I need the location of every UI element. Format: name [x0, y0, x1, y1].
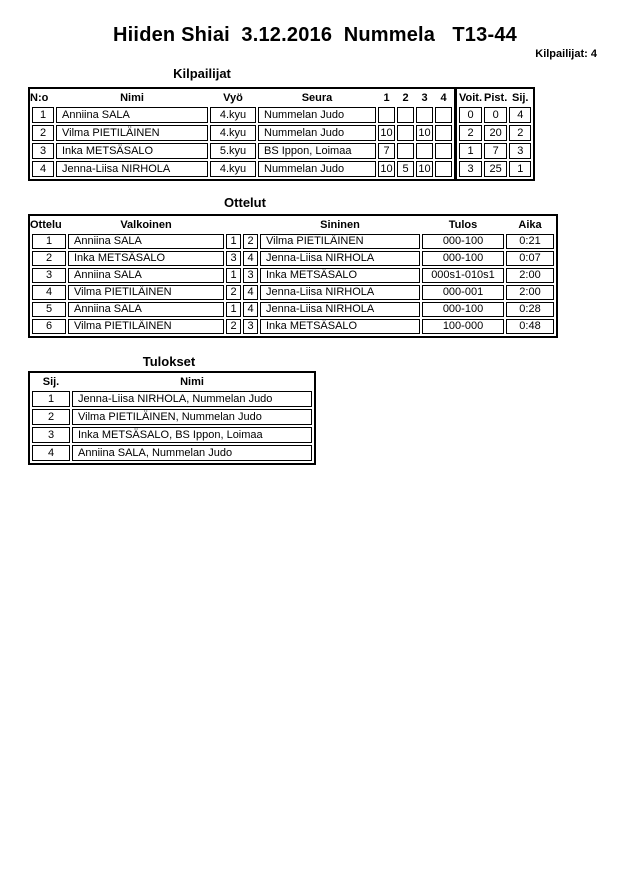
cell-white-no: 1: [226, 302, 241, 317]
match-row: [32, 285, 554, 300]
cell-score-3: 10: [416, 125, 433, 141]
cell-no: 4: [32, 161, 54, 177]
col-header-name: Nimi: [120, 92, 144, 104]
cell-white-no: 2: [226, 319, 241, 334]
cell-score-1: 10: [378, 161, 395, 177]
cell-name: Vilma PIETILÄINEN, Nummelan Judo: [72, 409, 312, 425]
col-header-club: Seura: [301, 92, 333, 104]
cell-white-name: Inka METSÄSALO: [68, 251, 224, 266]
cell-white-name: Anniina SALA: [68, 234, 224, 249]
cell-match-no: 6: [32, 319, 66, 334]
col-header-name: Nimi: [180, 376, 204, 388]
cell-club: BS Ippon, Loimaa: [258, 143, 376, 159]
results-section-heading: Tulokset: [142, 354, 196, 369]
cell-name: Anniina SALA: [56, 107, 208, 123]
col-header-blue-no: [243, 218, 258, 232]
match-row: [32, 234, 554, 249]
cell-score-2: [397, 125, 414, 141]
cell-name: Inka METSÄSALO: [56, 143, 208, 159]
cell-no: 3: [32, 143, 54, 159]
cell-blue-no: 2: [243, 234, 258, 249]
cell-no: 2: [32, 125, 54, 141]
results-table: [28, 371, 316, 465]
competitors-section-heading: Kilpailijat: [173, 66, 231, 81]
page-title: Hiiden Shiai 3.12.2016 Nummela T13-44: [113, 24, 517, 46]
cell-score-1: 7: [378, 143, 395, 159]
col-header-round3: 3: [421, 92, 428, 104]
cell-place: 4: [32, 445, 70, 461]
cell-points: 7: [484, 143, 507, 159]
col-header-round2: 2: [402, 92, 409, 104]
cell-name: Anniina SALA, Nummelan Judo: [72, 445, 312, 461]
cell-score-4: [435, 161, 452, 177]
cell-match-no: 4: [32, 285, 66, 300]
cell-score-2: 5: [397, 161, 414, 177]
standings-row: [459, 125, 531, 141]
cell-time: 0:07: [506, 251, 554, 266]
cell-result: 000-100: [422, 251, 504, 266]
cell-time: 0:21: [506, 234, 554, 249]
cell-place: 1: [32, 391, 70, 407]
cell-blue-name: Inka METSÄSALO: [260, 268, 420, 283]
cell-result: 000s1-010s1: [422, 268, 504, 283]
cell-blue-name: Vilma PIETILÄINEN: [260, 234, 420, 249]
cell-place: 4: [509, 107, 531, 123]
cell-score-4: [435, 125, 452, 141]
cell-white-no: 3: [226, 251, 241, 266]
cell-score-2: [397, 107, 414, 123]
cell-club: Nummelan Judo: [258, 125, 376, 141]
cell-blue-no: 3: [243, 268, 258, 283]
col-header-white-no: [226, 218, 241, 232]
cell-points: 25: [484, 161, 507, 177]
cell-blue-no: 4: [243, 302, 258, 317]
cell-score-3: [416, 143, 433, 159]
cell-belt: 4.kyu: [210, 125, 256, 141]
col-header-round1: 1: [383, 92, 390, 104]
cell-blue-name: Jenna-Liisa NIRHOLA: [260, 251, 420, 266]
result-row: [32, 391, 312, 407]
cell-points: 0: [484, 107, 507, 123]
matches-table: [28, 214, 558, 338]
cell-belt: 5.kyu: [210, 143, 256, 159]
cell-no: 1: [32, 107, 54, 123]
cell-score-1: [378, 107, 395, 123]
col-header-belt: Vyö: [223, 92, 243, 104]
matches-section-heading: Ottelut: [224, 195, 266, 210]
col-header-no: N:o: [30, 92, 49, 104]
result-row: [32, 409, 312, 425]
competitor-row: [32, 125, 452, 141]
match-row: [32, 268, 554, 283]
cell-blue-name: Jenna-Liisa NIRHOLA: [260, 302, 420, 317]
match-row: [32, 251, 554, 266]
results-header-row: [32, 375, 312, 389]
cell-white-name: Vilma PIETILÄINEN: [68, 319, 224, 334]
cell-belt: 4.kyu: [210, 161, 256, 177]
col-header-round4: 4: [440, 92, 447, 104]
match-row: [32, 302, 554, 317]
matches-table-group: [28, 214, 558, 338]
col-header-place: Sij.: [42, 376, 60, 388]
cell-wins: 2: [459, 125, 482, 141]
result-row: [32, 445, 312, 461]
competitor-row: [32, 143, 452, 159]
cell-wins: 1: [459, 143, 482, 159]
cell-score-3: 10: [416, 161, 433, 177]
cell-match-no: 2: [32, 251, 66, 266]
cell-name: Jenna-Liisa NIRHOLA, Nummelan Judo: [72, 391, 312, 407]
col-header-time: Aika: [518, 219, 542, 231]
cell-result: 100-000: [422, 319, 504, 334]
cell-time: 0:48: [506, 319, 554, 334]
cell-name: Vilma PIETILÄINEN: [56, 125, 208, 141]
cell-blue-no: 4: [243, 251, 258, 266]
cell-white-no: 1: [226, 234, 241, 249]
cell-place: 2: [509, 125, 531, 141]
competitors-table: [28, 87, 456, 181]
cell-match-no: 1: [32, 234, 66, 249]
competitors-table-group: [28, 87, 535, 181]
cell-time: 0:28: [506, 302, 554, 317]
competitors-header-row: [32, 91, 452, 105]
cell-wins: 3: [459, 161, 482, 177]
competitors-standings-table: [455, 87, 535, 181]
cell-score-1: 10: [378, 125, 395, 141]
col-header-white: Valkoinen: [120, 219, 172, 231]
cell-score-2: [397, 143, 414, 159]
cell-score-4: [435, 143, 452, 159]
cell-white-name: Vilma PIETILÄINEN: [68, 285, 224, 300]
cell-score-4: [435, 107, 452, 123]
cell-blue-name: Inka METSÄSALO: [260, 319, 420, 334]
standings-row: [459, 107, 531, 123]
cell-match-no: 3: [32, 268, 66, 283]
cell-result: 000-100: [422, 302, 504, 317]
col-header-place: Sij.: [511, 92, 529, 104]
cell-result: 000-001: [422, 285, 504, 300]
cell-wins: 0: [459, 107, 482, 123]
cell-blue-name: Jenna-Liisa NIRHOLA: [260, 285, 420, 300]
standings-row: [459, 161, 531, 177]
cell-white-name: Anniina SALA: [68, 302, 224, 317]
standings-row: [459, 143, 531, 159]
col-header-wins: Voit.: [459, 92, 483, 104]
standings-header-row: [459, 91, 531, 105]
cell-match-no: 5: [32, 302, 66, 317]
cell-name: Inka METSÄSALO, BS Ippon, Loimaa: [72, 427, 312, 443]
competitor-count-label: Kilpailijat: 4: [535, 48, 597, 60]
cell-white-no: 1: [226, 268, 241, 283]
cell-place: 1: [509, 161, 531, 177]
results-table-group: [28, 371, 316, 465]
cell-club: Nummelan Judo: [258, 107, 376, 123]
cell-blue-no: 4: [243, 285, 258, 300]
cell-name: Jenna-Liisa NIRHOLA: [56, 161, 208, 177]
cell-white-name: Anniina SALA: [68, 268, 224, 283]
cell-time: 2:00: [506, 268, 554, 283]
matches-header-row: [32, 218, 554, 232]
cell-blue-no: 3: [243, 319, 258, 334]
cell-score-3: [416, 107, 433, 123]
col-header-result: Tulos: [448, 219, 478, 231]
col-header-match: Ottelu: [30, 219, 62, 231]
cell-belt: 4.kyu: [210, 107, 256, 123]
cell-place: 3: [32, 427, 70, 443]
cell-time: 2:00: [506, 285, 554, 300]
col-header-blue: Sininen: [320, 219, 360, 231]
col-header-points: Pist.: [484, 92, 508, 104]
cell-place: 3: [509, 143, 531, 159]
cell-place: 2: [32, 409, 70, 425]
result-row: [32, 427, 312, 443]
competitor-row: [32, 107, 452, 123]
cell-points: 20: [484, 125, 507, 141]
cell-result: 000-100: [422, 234, 504, 249]
competitor-row: [32, 161, 452, 177]
cell-white-no: 2: [226, 285, 241, 300]
match-row: [32, 319, 554, 334]
cell-club: Nummelan Judo: [258, 161, 376, 177]
